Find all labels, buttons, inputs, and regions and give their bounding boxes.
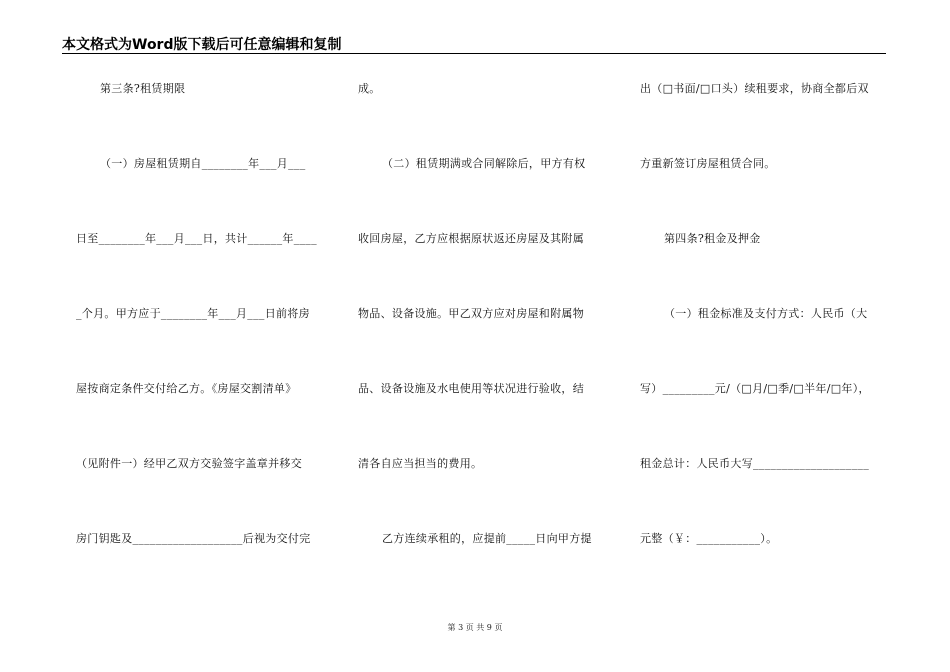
paragraph-line: （一）租金标准及支付方式：人民币（大 [664, 307, 868, 320]
paragraph-line: 元整（￥：___________）。 [640, 532, 778, 545]
paragraph-line: 租金总计：人民币大写____________________ [640, 457, 869, 470]
paragraph-line: 清各自应当担当的费用。 [358, 457, 483, 470]
paragraph-line: 品、设备设施及水电使用等状况进行验收，结 [358, 382, 584, 395]
section-heading-rent: 第四条?租金及押金 [664, 232, 761, 245]
page-number-footer: 第 3 页 共 9 页 [447, 623, 503, 632]
paragraph-line: 成。 [358, 82, 381, 95]
paragraph-line: 物品、设备设施。甲乙双方应对房屋和附属物 [358, 307, 584, 320]
paragraph-line: 写）_________元/（□月/□季/□半年/□年）， [640, 382, 870, 395]
document-header-title: 本文格式为Word版下载后可任意编辑和复制 [62, 37, 342, 53]
paragraph-line: 出（□书面/□口头）续租要求，协商全都后双 [640, 82, 869, 95]
paragraph-line: _个月。甲方应于________年___月___日前将房 [76, 307, 310, 320]
paragraph-line: 收回房屋，乙方应根据原状返还房屋及其附属 [358, 232, 584, 245]
section-heading-term: 第三条?租赁期限 [100, 82, 186, 95]
header-divider [62, 53, 886, 54]
paragraph-line: 屋按商定条件交付给乙方。《房屋交割清单》 [76, 382, 297, 395]
paragraph-line: 乙方连续承租的，应提前_____日向甲方提 [382, 532, 592, 545]
paragraph-line: （二）租赁期满或合同解除后，甲方有权 [382, 157, 586, 170]
paragraph-line: 日至________年___月___日，共计______年____ [76, 232, 317, 245]
paragraph-line: 房门钥匙及___________________后视为交付完 [76, 532, 311, 545]
paragraph-line: 方重新签订房屋租赁合同。 [640, 157, 776, 170]
paragraph-line: （见附件一）经甲乙双方交验签字盖章并移交 [76, 457, 302, 470]
paragraph-line: （一）房屋租赁期自________年___月___ [100, 157, 306, 170]
